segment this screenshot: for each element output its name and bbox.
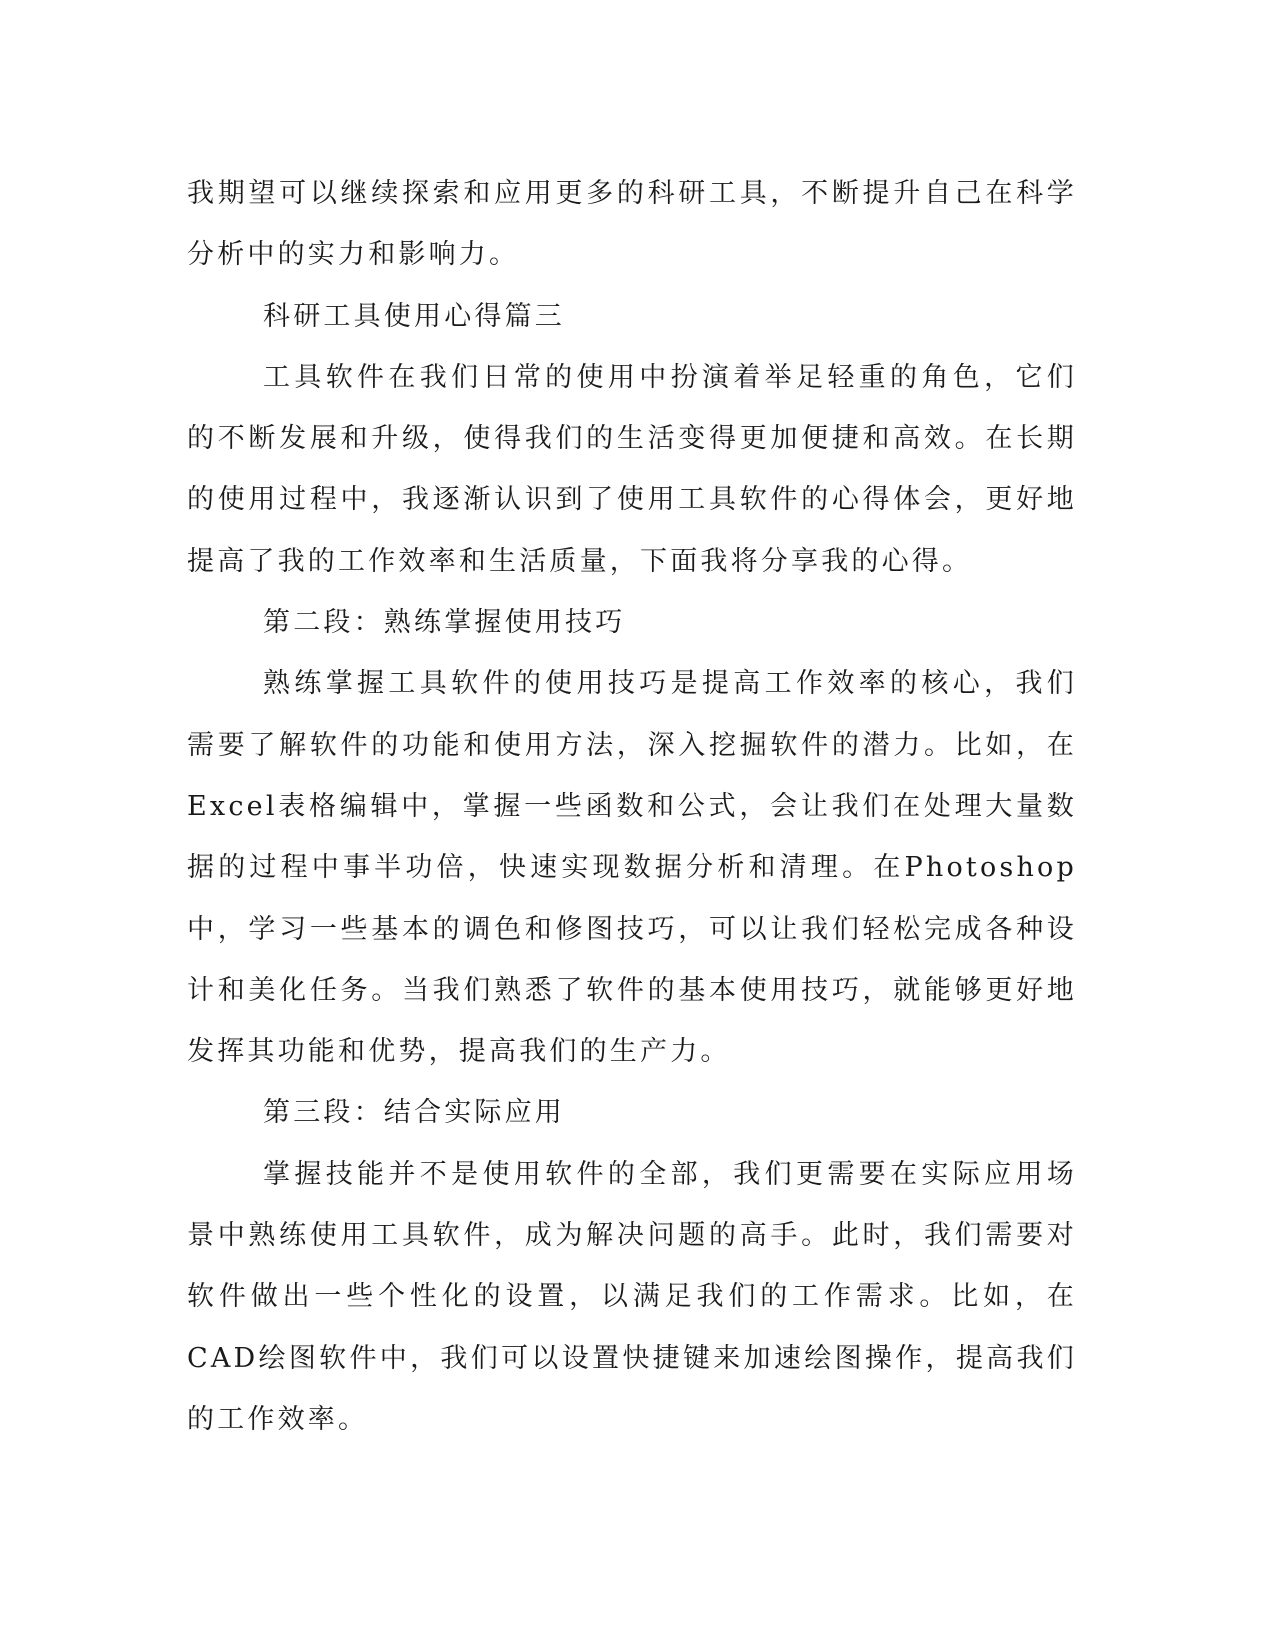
paragraph-conclusion: 我期望可以继续探索和应用更多的科研工具，不断提升自己在科学分析中的实力和影响力。 xyxy=(187,178,1077,271)
paragraph-skills: 熟练掌握工具软件的使用技巧是提高工作效率的核心，我们需要了解软件的功能和使用方法，深入挖掘软件的潜力。比如，在Excel表格编辑中，掌握一些函数和公式，会让我们在处理大量数据的过程中事半功倍，快速实现数据分析和清理。在Photoshop中，学习一些基本的调色和修图技巧，可以让我们轻松完成各种设计和美化任务。当我们熟悉了软件的基本使用技巧，就能够更好地发挥其功能和优势，提高我们的生产力。 xyxy=(187,668,1077,1068)
section-heading-2: 第二段：熟练掌握使用技巧 xyxy=(263,607,626,639)
paragraph-intro: 工具软件在我们日常的使用中扮演着举足轻重的角色，它们的不断发展和升级，使得我们的生活变得更加便捷和高效。在长期的使用过程中，我逐渐认识到了使用工具软件的心得体会，更好地提高了我的工作效率和生活质量，下面我将分享我的心得。 xyxy=(187,361,1077,577)
section-title: 科研工具使用心得篇三 xyxy=(263,300,565,332)
section-heading-3: 第三段：结合实际应用 xyxy=(263,1097,565,1129)
paragraph-application: 掌握技能并不是使用软件的全部，我们更需要在实际应用场景中熟练使用工具软件，成为解决问题的高手。此时，我们需要对软件做出一些个性化的设置，以满足我们的工作需求。比如，在CAD绘图软件中，我们可以设置快捷键来加速绘图操作，提高我们的工作效率。 xyxy=(187,1158,1077,1435)
document-body xyxy=(187,163,1077,1450)
